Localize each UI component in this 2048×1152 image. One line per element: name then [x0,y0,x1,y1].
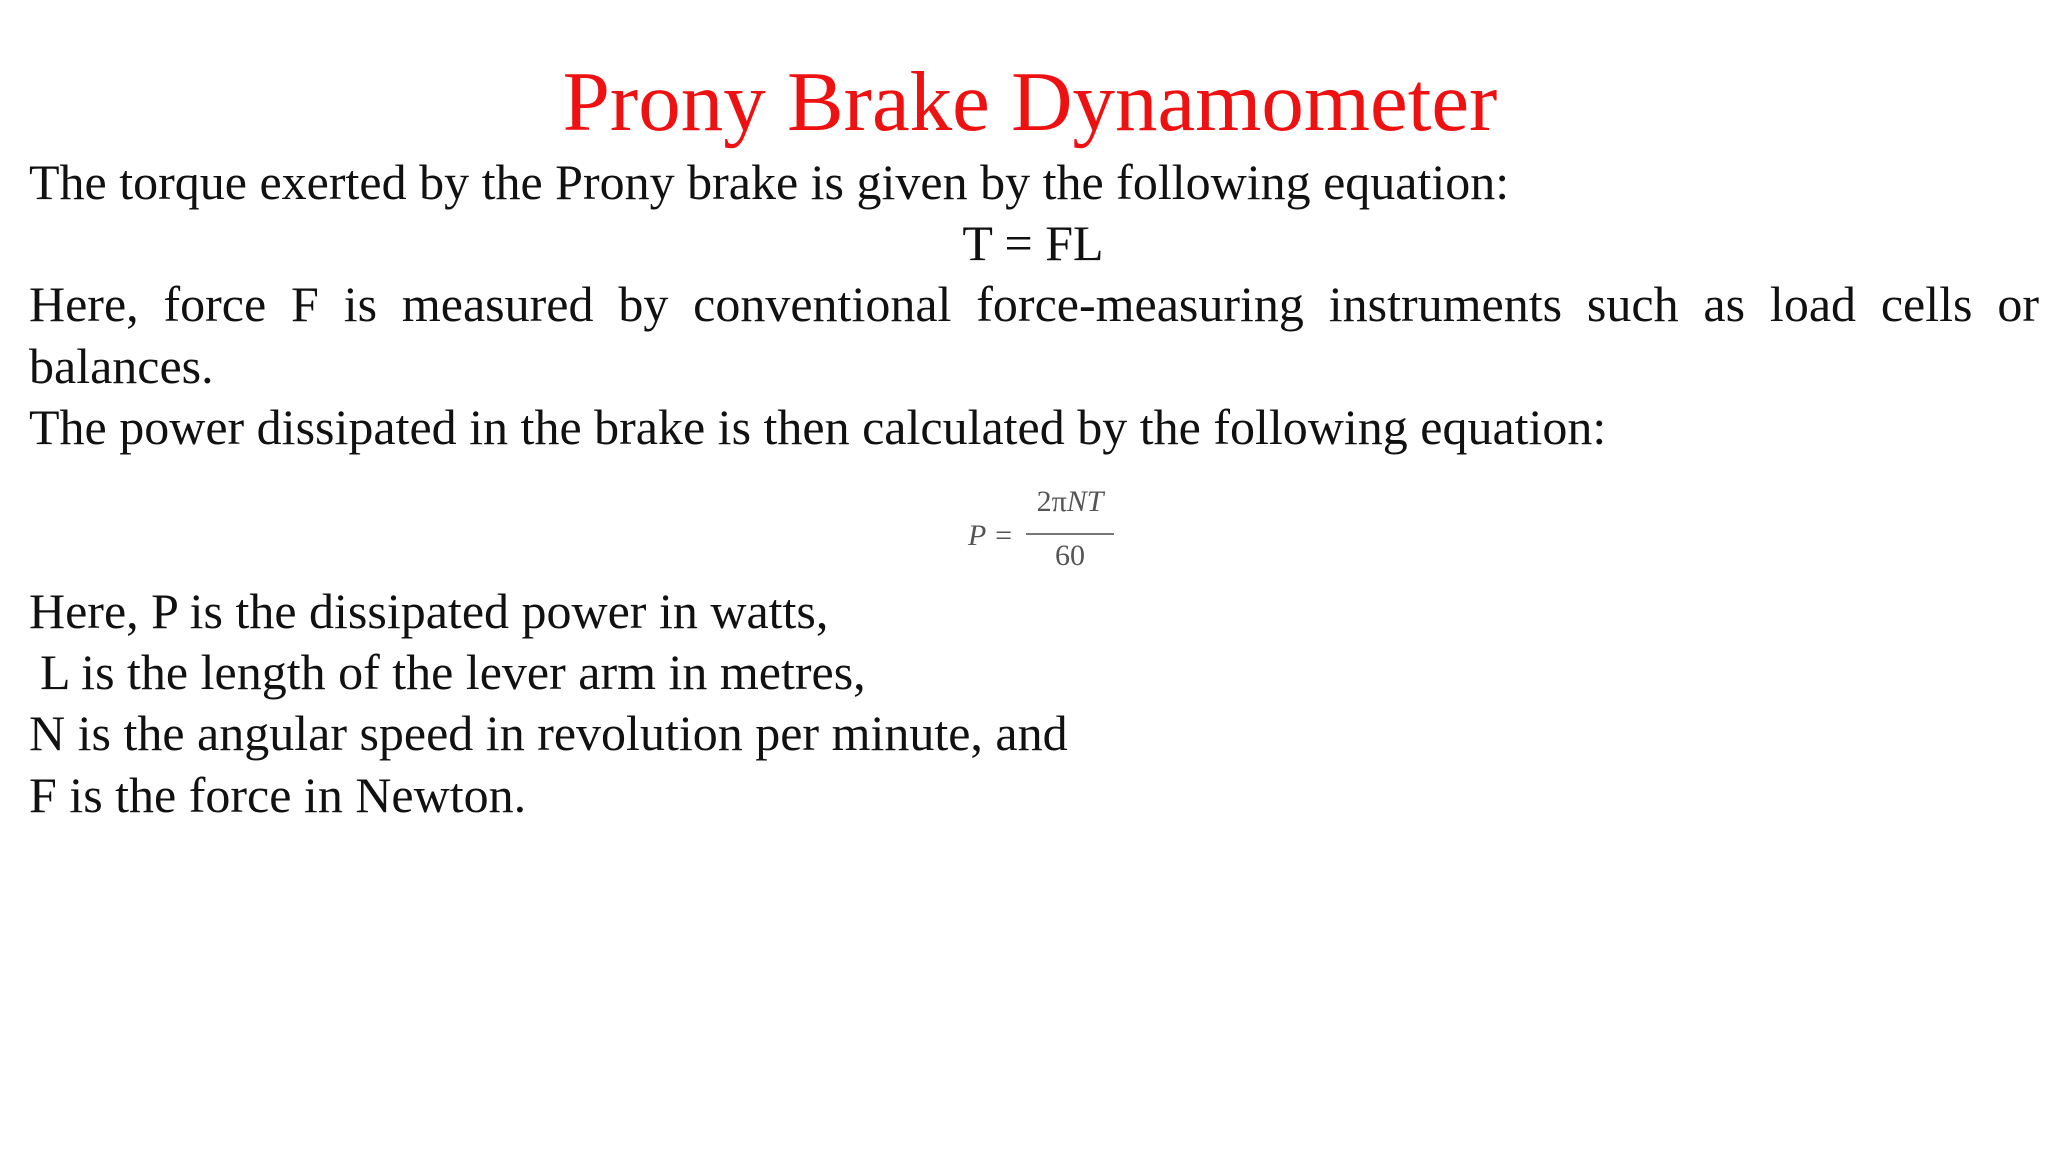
power-formula-lhs: P = [968,519,1014,552]
power-formula-denominator: 60 [1055,539,1085,572]
power-formula-coefficient: 2π [1036,485,1067,518]
force-measurement-text: Here, force F is measured by conventional force-measuring instruments such as load cells or [29,276,2039,332]
power-intro-text: The power dissipated in the brake is then calculated by the following equation: [29,399,1607,455]
torque-intro-text: The torque exerted by the Prony brake is given by the following equation: [29,154,1510,210]
slide-title: Prony Brake Dynamometer [562,55,1498,149]
definition-power: Here, P is the dissipated power in watts, [29,583,829,639]
torque-equation: T = FL [962,215,1104,271]
fraction-bar [1026,533,1114,535]
power-formula [968,478,1108,578]
definition-speed: N is the angular speed in revolution per minute, and [29,705,1068,761]
force-measurement-text-continued: balances. [29,338,214,394]
power-formula-variables: NT [1066,485,1104,518]
power-formula-numerator [1030,484,1110,520]
definition-force: F is the force in Newton. [29,767,527,823]
definition-length: L is the length of the lever arm in metres, [40,644,866,700]
